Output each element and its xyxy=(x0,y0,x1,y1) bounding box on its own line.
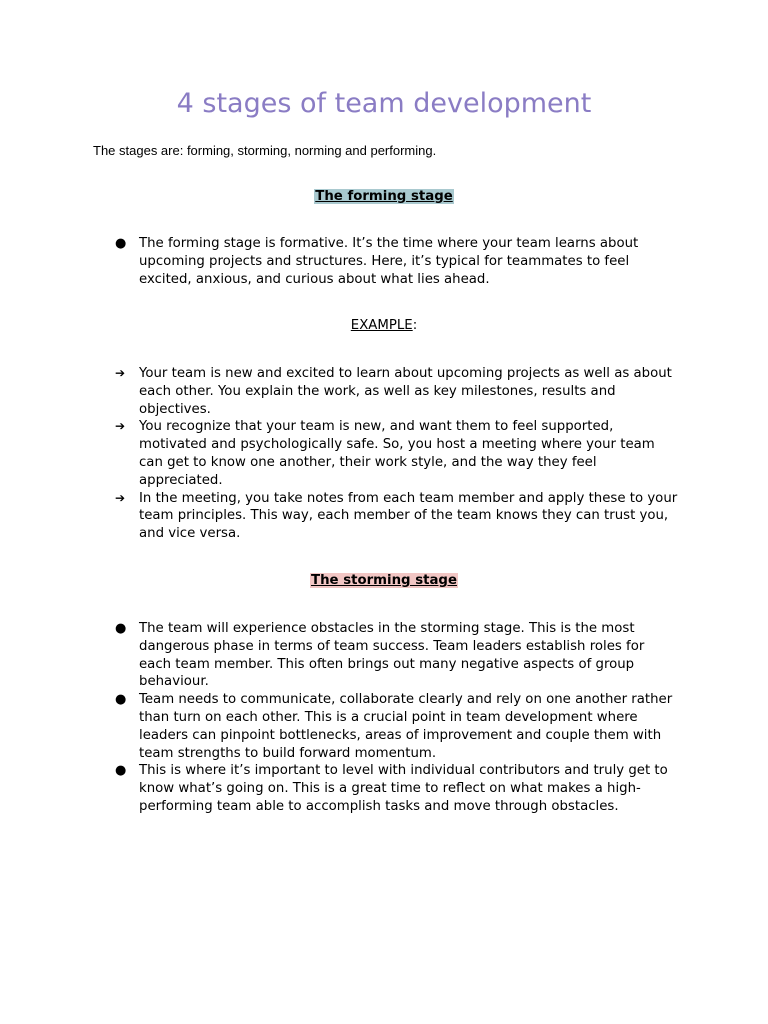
list-item-text: Your team is new and excited to learn about upcoming projects as well as about each other. You explain the work, as well as key milestones, results and objectives. xyxy=(139,366,672,417)
arrow-right-icon: ➔ xyxy=(115,490,126,505)
forming-heading-text: The forming stage xyxy=(315,189,453,204)
list-item xyxy=(0,620,679,691)
example-list xyxy=(0,365,768,543)
bullet-dot-icon: ● xyxy=(115,621,127,636)
list-item-text: In the meeting, you take notes from each team member and apply these to your team principles. This way, each member of the team knows they can trust you, and vice versa. xyxy=(139,490,678,542)
bullet-dot-icon: ● xyxy=(115,763,127,779)
example-label xyxy=(0,317,768,335)
list-item xyxy=(0,365,679,418)
arrow-right-icon: ➔ xyxy=(115,366,126,380)
list-item xyxy=(0,418,679,489)
forming-heading xyxy=(0,188,768,206)
example-label-colon: : xyxy=(412,318,418,333)
arrow-right-icon: ➔ xyxy=(115,419,126,434)
list-item xyxy=(0,490,679,543)
storming-heading xyxy=(0,572,768,590)
list-item-text: You recognize that your team is new, and want them to feel supported, motivated and psychologically safe. So, you host a meeting where your team can get to know one another, their work style, and the way they feel appreciated. xyxy=(139,419,655,488)
list-item-text: The forming stage is formative. It’s the time where your team learns about upcoming projects and structures. Here, it’s typical for teammates to feel excited, anxious, and curious about what lies ahead. xyxy=(139,236,639,287)
list-item xyxy=(0,762,679,815)
list-item-text: This is where it’s important to level with individual contributors and truly get to know what’s going on. This is a great time to reflect on what makes a high-performing team able to accomplish tasks and move through obstacles. xyxy=(139,763,668,814)
page-title: 4 stages of team development xyxy=(176,88,592,119)
storming-heading-text: The storming stage xyxy=(311,573,457,588)
list-item xyxy=(0,691,679,762)
storming-bullet-list xyxy=(0,620,768,816)
list-item-text: The team will experience obstacles in the storming stage. This is the most dangerous phase in terms of team success. Team leaders establish roles for each team member. This often brings out many negative aspects of group behaviour. xyxy=(139,621,645,690)
example-label-text: EXAMPLE xyxy=(350,318,413,333)
intro-text: The stages are: forming, storming, norming and performing. xyxy=(93,143,437,158)
list-item xyxy=(0,235,679,288)
forming-bullet-list xyxy=(0,235,768,288)
bullet-dot-icon: ● xyxy=(115,236,127,251)
list-item-text: Team needs to communicate, collaborate clearly and rely on one another rather than turn on each other. This is a crucial point in team development where leaders can pinpoint bottlenecks, areas of improvement and couple them with team strengths to build forward momentum. xyxy=(139,692,673,761)
bullet-dot-icon: ● xyxy=(115,692,127,708)
